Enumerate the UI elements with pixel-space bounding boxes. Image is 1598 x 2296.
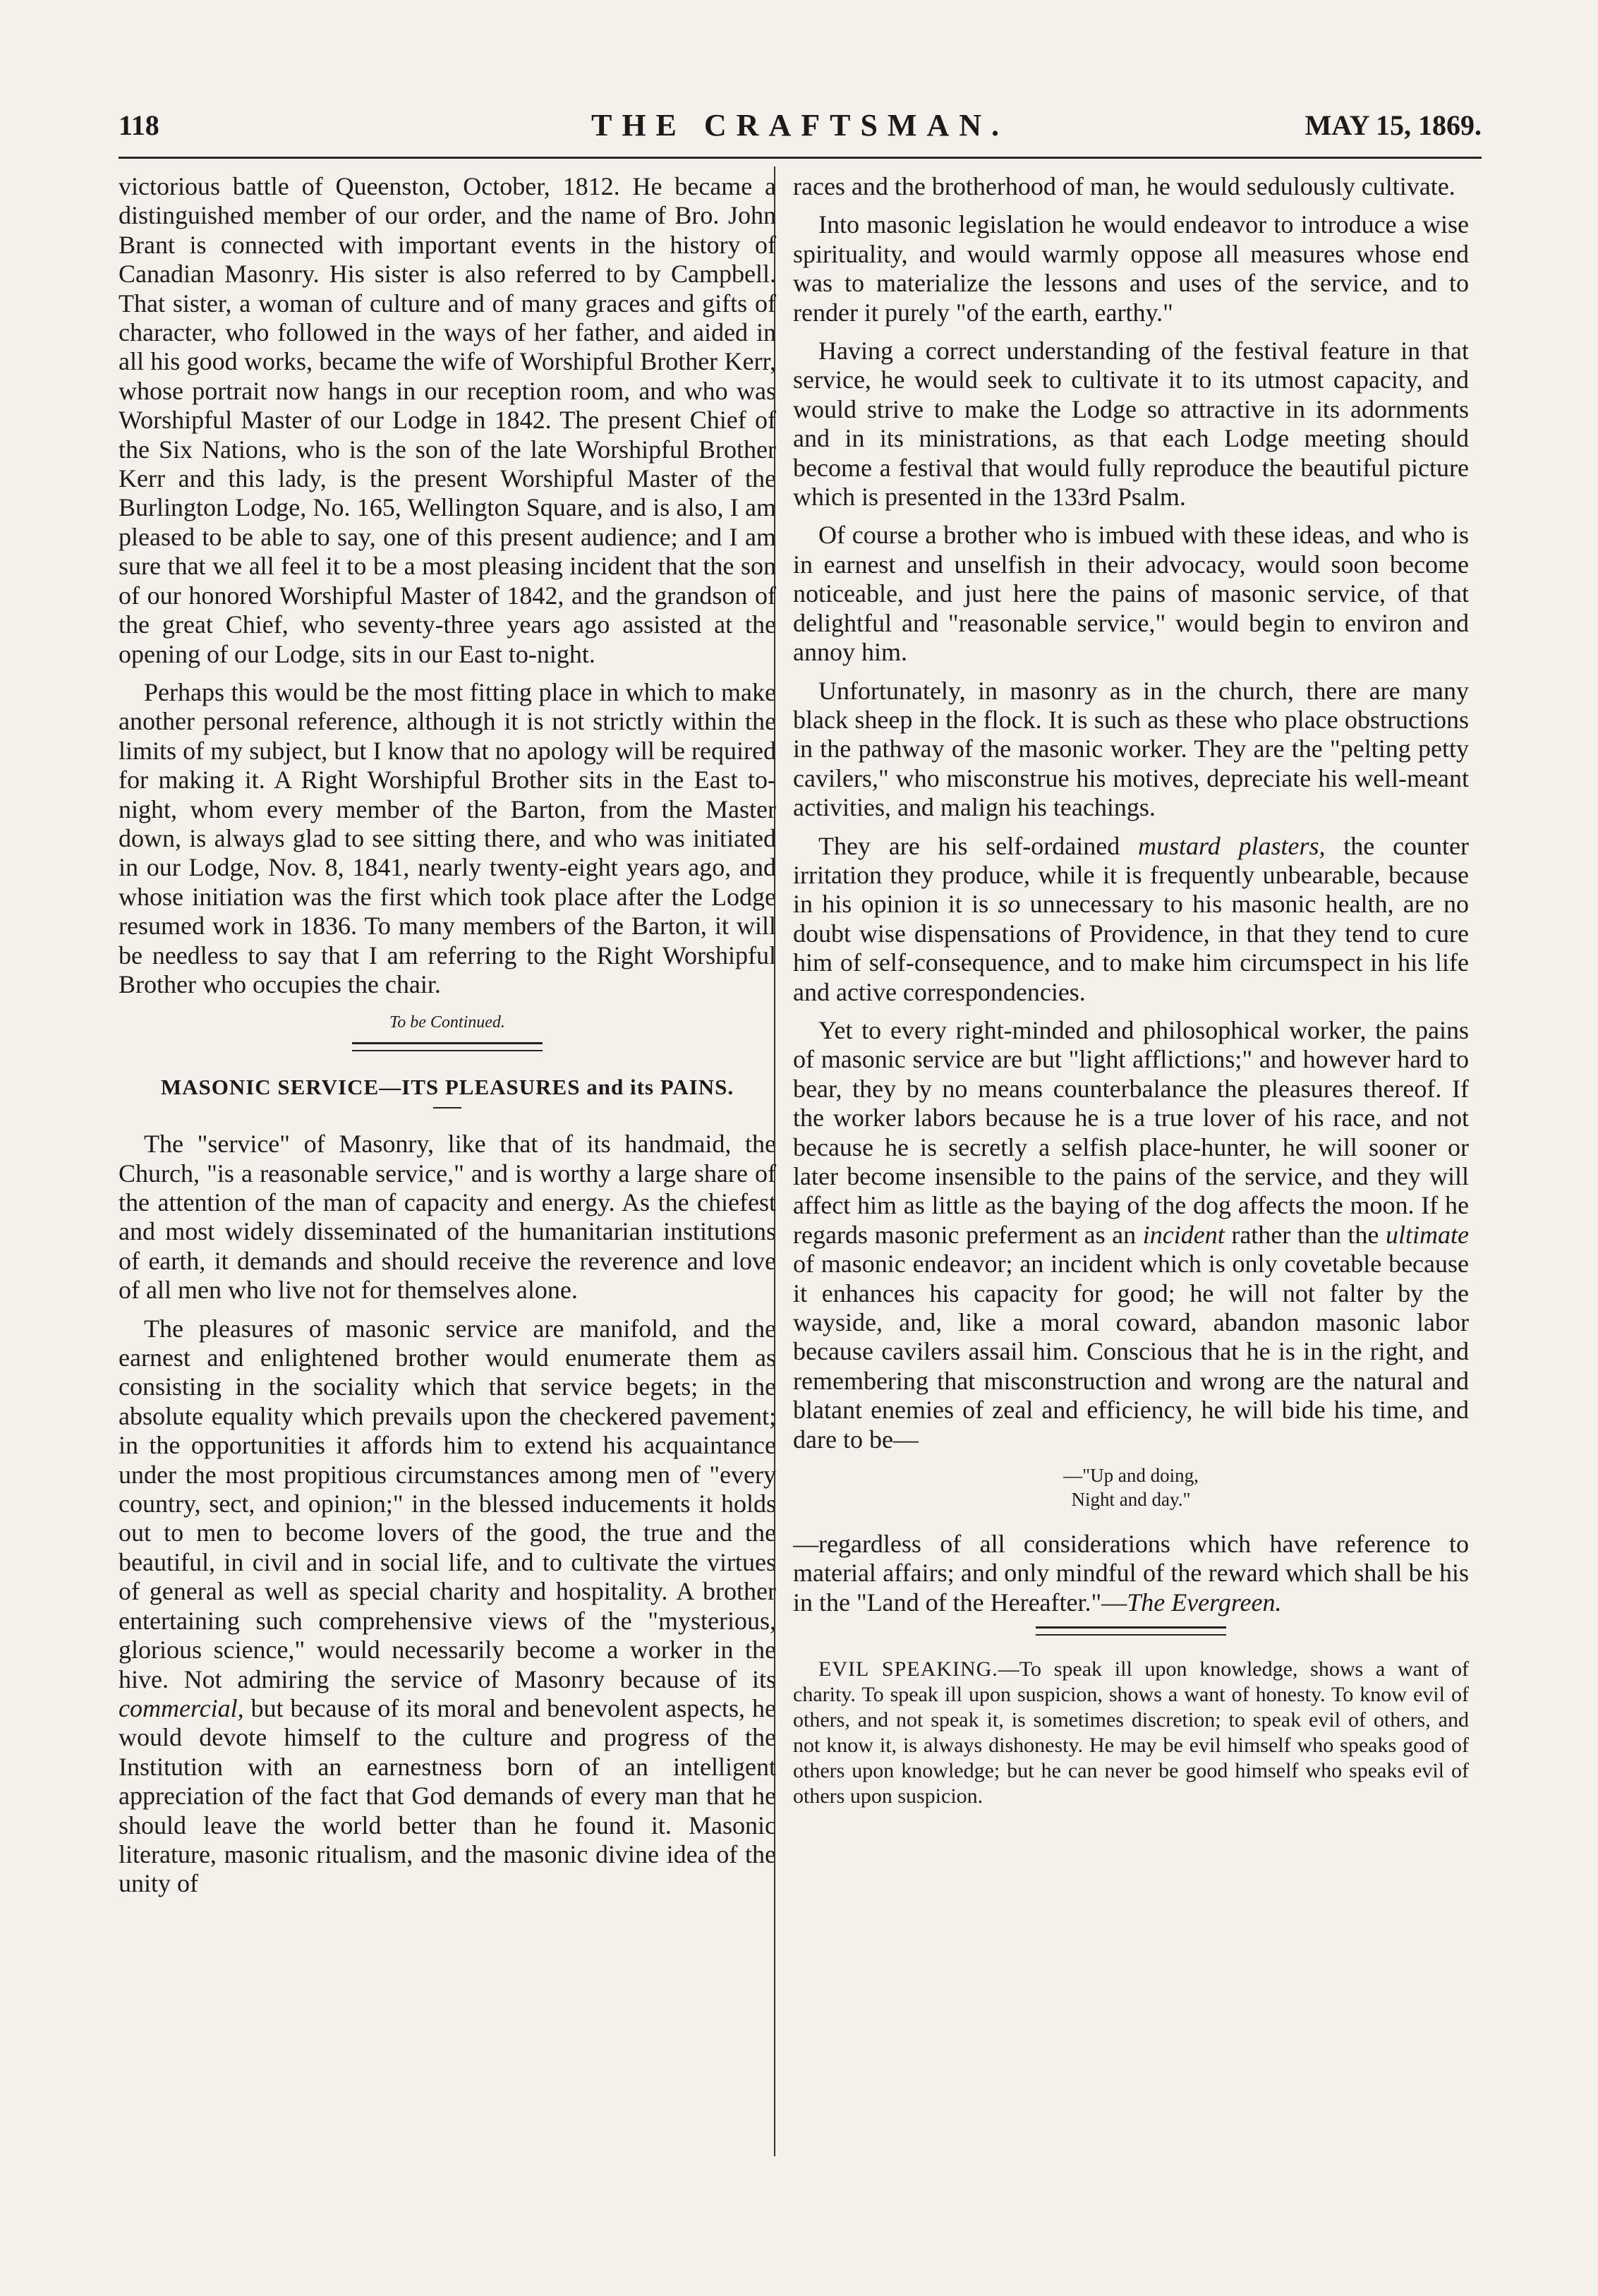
to-be-continued-note: To be Continued. [389,1013,505,1032]
paragraph: Perhaps this would be the most fitting place in which to make another personal reference, although it is not strictly within the limits of my subject, but I know that no apology will be required for making it. A Right Worshipful Brother sits in the East to-night, whom every member of the Barton, from the Master down, is always glad to see sitting there, and who was initiated in our Lodge, Nov. 8, 1841, nearly twenty-eight years ago, and whose initiation was the first which took place after the Lodge resumed work in 1836. To many members of the Barton, it will be needless to say that I am referring to the Right Worshipful Brother who occupies the chair. [119,677,776,998]
text-run: The pleasures of masonic service are manifold, and the earnest and enlightened brother would enumerate them as consisting in the sociality which that service begets; in the absolute equality which prevails upon the checkered pavement; in the opportunities it affords him to extend his acquaintance under the most propitious circumstances among men of "every country, sect, and opinion;" in the blessed inducements it holds out to men to become lovers of the good, the true and the beautiful, in civil and in social life, and to cultivate the virtues of general as well as special charity and hospitality. A brother entertaining such comprehensive views of the "mysterious, glorious science," would necessarily become a worker in the hive. Not admiring the service of Masonry because of its [119,1314,776,1693]
paragraph [793,1530,1469,1617]
paragraph: Having a correct understanding of the festival feature in that service, he would seek to cultivate it to its utmost capacity, and would strive to make the Lodge so attractive in its adornments and in its ministrations, as that each Lodge meeting should become a festival that would fully reproduce the beautiful picture which is presented in the 133rd Psalm. [793,337,1469,512]
verse-line: Night and day." [1071,1489,1191,1511]
paragraph: races and the brotherhood of man, he would sedulously cultivate. [793,172,1455,200]
emphasis: commercial, [119,1693,244,1722]
page-header [119,106,1482,155]
evil-speaking-paragraph [793,1657,1469,1809]
text-run: but because of its moral and benevolent aspects, he would devote himself to the culture and progress of the Institution with an earnestness born of an intelligent appreciation of the fact that God demands of every man that he should leave the world better than he found it. Masonic literature, masonic ritualism, and the masonic divine idea of the unity of [119,1693,776,1898]
paragraph: Into masonic legislation he would endeavor to introduce a wise spirituality, and would warmly oppose all measures whose end was to materialize the lessons and uses of the service, and to render it purely "of the earth, earthy." [793,210,1469,327]
column-divider [774,167,775,2156]
text-run: —To speak ill upon knowledge, shows a want of charity. To speak ill upon suspicion, shows a want of honesty. To know evil of others, and not speak it, is sometimes discretion; to speak evil of others, and not know it, is always dishonesty. He may be evil himself who speaks good of others upon knowledge; but he can never be good himself who speaks evil of others upon suspicion. [793,1657,1469,1808]
paragraph [119,1315,776,1899]
source-attribution: The Evergreen. [1127,1588,1282,1617]
text-run: rather than the [1231,1220,1379,1249]
paragraph: victorious battle of Queenston, October, 1812. He became a distinguished member of our order, and the name of Bro. John Brant is connected with important events in the history of Canadian Masonry. His sister is also referred to by Campbell. That sister, a woman of culture and of many graces and gifts of character, who followed in the ways of her father, and aided in all his good works, became the wife of Worshipful Brother Kerr, whose portrait now hangs in our reception room, and who was Worshipful Master of our Lodge in 1842. The present Chief of the Six Nations, who is the son of the late Worshipful Brother Kerr and this lady, is the present Worshipful Master of the Burlington Lodge, No. 165, Wellington Square, and is also, I am pleased to be able to say, one of this present audience; and I am sure that we all feel it to be a most pleasing incident that the son of our honored Worshipful Master of 1842, and the grandson of the great Chief, who seventy-three years ago assisted at the opening of our Lodge, sits in our East to-night. [119,172,776,668]
section-divider [1036,1626,1226,1636]
emphasis: so [998,890,1021,919]
paragraph [793,832,1469,1007]
text-run: of masonic endeavor; an incident which is only covetable because it enhances his capacity for good; he will not falter by the wayside, and, like a moral coward, abandon masonic labor because cavilers assail him. Conscious that he is in the right, and remembering that misconstruction and wrong are the natural and blatant enemies of zeal and efficiency, he will bide his time, and dare to be— [793,1250,1469,1454]
left-column [119,172,776,2162]
paragraph: Of course a brother who is imbued with these ideas, and who is in earnest and unselfish in their advocacy, would soon become noticeable, and just here the pains of masonic service, of that delightful and "reasonable service," would begin to environ and annoy him. [793,521,1469,667]
section-divider [352,1042,543,1051]
article-heading: MASONIC SERVICE—ITS PLEASURES and its PAINS. [160,1074,734,1099]
verse-quote [793,1463,1469,1511]
paragraph: The "service" of Masonry, like that of its handmaid, the Church, "is a reasonable service," and is worthy a large share of the attention of the man of capacity and energy. As the chiefest and most widely disseminated of the humanitarian institutions of earth, it demands and should receive the reverence and love of all men who live not for themselves alone. [119,1130,776,1305]
emphasis: ultimate [1386,1220,1469,1249]
emphasis: incident [1142,1220,1225,1249]
paragraph-title: EVIL SPEAKING. [818,1657,998,1681]
text-run: —regardless of all considerations which have reference to material affairs; and only mindful of the reward which shall be his in the "Land of the Hereafter."— [793,1530,1469,1617]
right-column [793,172,1469,2162]
heading-rule [433,1107,461,1108]
header-rule [119,157,1482,159]
publication-title: THE CRAFTSMAN. [591,108,1010,143]
paragraph [793,1016,1469,1454]
text-run: the counter irritation they produce, while it is frequently unbearable, because in his opinion it is [793,831,1469,919]
verse-line: —"Up and doing, [1063,1465,1199,1487]
emphasis: mustard plasters, [1138,831,1326,860]
issue-date: MAY 15, 1869. [1305,109,1482,141]
text-run: Yet to every right-minded and philosophical worker, the pains of masonic service are but "light afflictions;" and however hard to bear, they by no means counterbalance the pleasures thereof. If the worker labors because he is a true lover of his race, and not because he is secretly a selfish place-hunter, he will sooner or later become insensible to the pains of the service, and they will affect him as little as the baying of the dog affects the moon. If he regards masonic preferment as an [793,1015,1469,1249]
text-run: unnecessary to his masonic health, are no doubt wise dispensations of Providence, in that they tend to cure him of self-consequence, and to make him circumspect in his life and active correspondencies. [793,890,1469,1006]
text-run: They are his self-ordained [818,831,1120,860]
paragraph: Unfortunately, in masonry as in the church, there are many black sheep in the flock. It is such as these who place obstructions in the pathway of the masonic worker. They are the "pelting petty cavilers," who misconstrue his motives, depreciate his well-meant activities, and malign his teachings. [793,676,1469,822]
page-number: 118 [119,109,159,141]
